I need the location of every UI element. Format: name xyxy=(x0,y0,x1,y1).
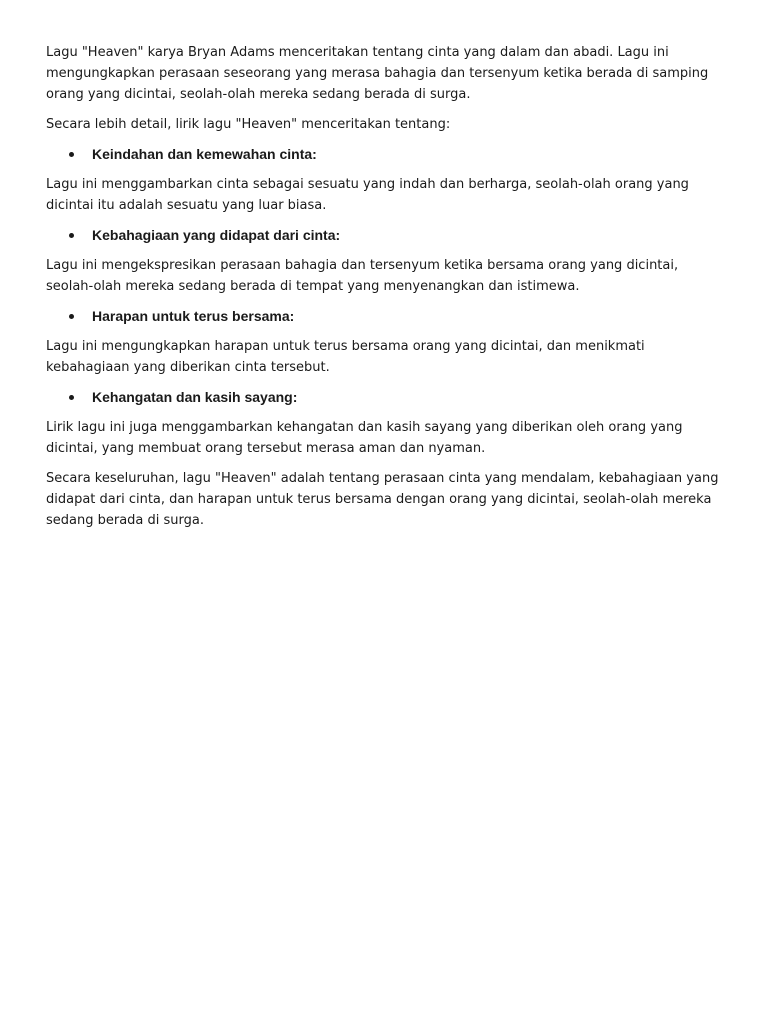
bullet-heading xyxy=(46,387,726,408)
bullet-icon xyxy=(69,395,74,400)
bullet-icon xyxy=(69,314,74,319)
bullet-heading xyxy=(46,306,726,327)
section-paragraph: Lagu ini menggambarkan cinta sebagai sesuatu yang indah dan berharga, seolah-olah orang yang dicintai itu adalah sesuatu yang luar biasa. xyxy=(46,177,689,213)
bullet-heading-text: Kebahagiaan yang didapat dari cinta: xyxy=(92,227,341,243)
section-paragraph: Lagu ini mengekspresikan perasaan bahagia dan tersenyum ketika bersama orang yang dicintai, seolah-olah mereka sedang berada di tempat yang menyenangkan dan istimewa. xyxy=(46,258,679,294)
lead-paragraph: Secara lebih detail, lirik lagu "Heaven" menceritakan tentang: xyxy=(46,117,451,132)
bullet-icon xyxy=(69,233,74,238)
conclusion-paragraph: Secara keseluruhan, lagu "Heaven" adalah tentang perasaan cinta yang mendalam, kebahagiaan yang didapat dari cinta, dan harapan untuk terus bersama dengan orang yang dicintai, seolah-olah mereka sedang berada di surga. xyxy=(46,471,719,528)
section-paragraph: Lagu ini mengungkapkan harapan untuk terus bersama orang yang dicintai, dan menikmati kebahagiaan yang diberikan cinta tersebut. xyxy=(46,339,645,375)
bullet-icon xyxy=(69,152,74,157)
bullet-heading-text: Keindahan dan kemewahan cinta: xyxy=(92,146,317,162)
bullet-heading-text: Harapan untuk terus bersama: xyxy=(92,308,295,324)
bullet-heading xyxy=(46,144,726,165)
document-page xyxy=(46,42,726,540)
intro-paragraph: Lagu "Heaven" karya Bryan Adams menceritakan tentang cinta yang dalam dan abadi. Lagu ini mengungkapkan perasaan seseorang yang merasa bahagia dan tersenyum ketika berada di samping orang yang dicintai, seolah-olah mereka sedang berada di surga. xyxy=(46,45,709,102)
section-paragraph: Lirik lagu ini juga menggambarkan kehangatan dan kasih sayang yang diberikan oleh orang yang dicintai, yang membuat orang tersebut merasa aman dan nyaman. xyxy=(46,420,683,456)
bullet-heading xyxy=(46,225,726,246)
bullet-heading-text: Kehangatan dan kasih sayang: xyxy=(92,389,298,405)
